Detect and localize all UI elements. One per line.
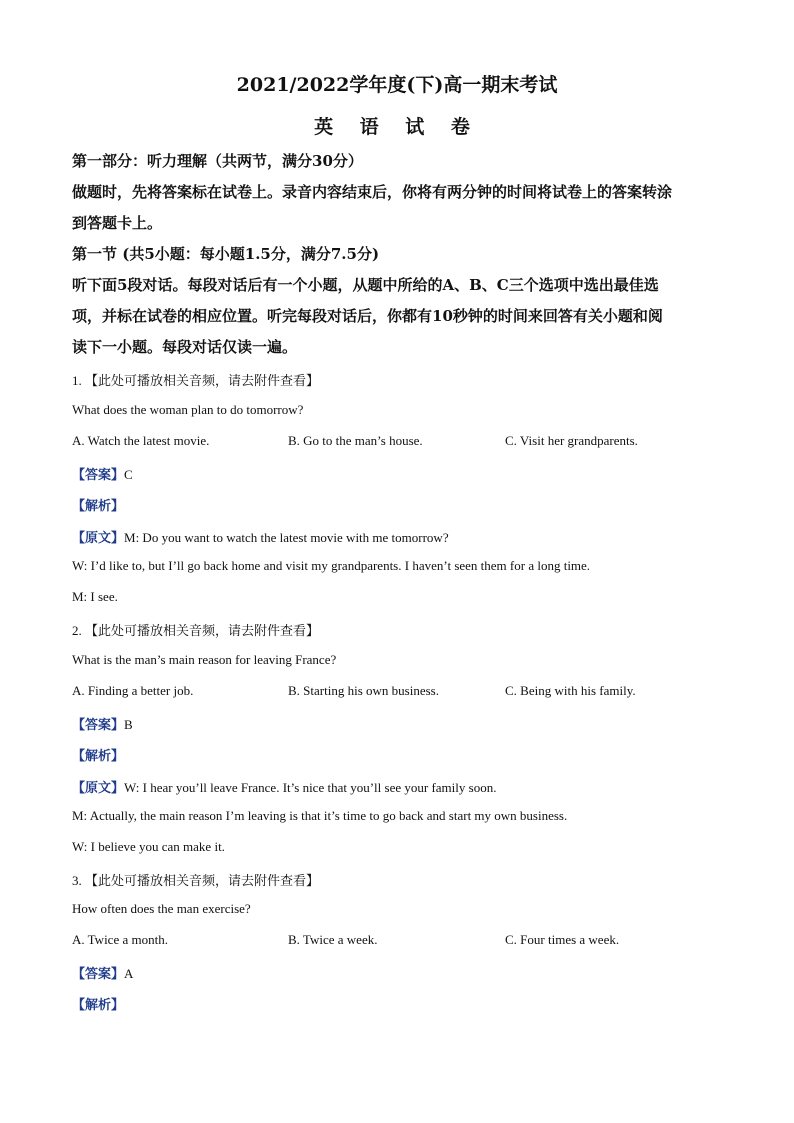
q1-header: [72, 370, 319, 389]
answer-label: 【答案】: [72, 967, 125, 982]
q1-option-b: B. Go to the man’s house.: [288, 433, 423, 448]
part1-instruction-line1: 做题时，先将答案标在试卷上。录音内容结束后，你将有两分钟的时间将试卷上的答案转涂: [72, 183, 673, 201]
q1-number: 1.: [72, 373, 82, 388]
section1-instruction-line3: 读下一小题。每段对话仅读一遍。: [72, 338, 298, 356]
q1-option-a: A. Watch the latest movie.: [72, 433, 210, 448]
q3-audio-link[interactable]: 【此处可播放相关音频，请去附件查看】: [85, 874, 320, 889]
q1-answer-row: [72, 464, 133, 483]
q2-option-b: B. Starting his own business.: [288, 683, 439, 698]
q3-question: How often does the man exercise?: [72, 901, 251, 916]
analysis-label: 【解析】: [72, 749, 125, 764]
q3-option-c: C. Four times a week.: [505, 932, 620, 947]
q1-question: What does the woman plan to do tomorrow?: [72, 402, 304, 417]
q3-header: [72, 870, 319, 889]
exam-title: 2021/2022学年度(下)高一期末考试: [236, 74, 558, 96]
q2-audio-link[interactable]: 【此处可播放相关音频，请去附件查看】: [85, 624, 320, 639]
q1-option-c: C. Visit her grandparents.: [505, 433, 638, 448]
exam-subtitle: 英 语 试 卷: [314, 116, 480, 138]
q2-analysis-row: [72, 745, 124, 764]
section1-instruction-line2: 项，并标在试卷的相应位置。听完每段对话后，你都有10秒钟的时间来回答有关小题和阅: [72, 307, 663, 325]
q2-option-a: A. Finding a better job.: [72, 683, 194, 698]
analysis-label: 【解析】: [72, 499, 125, 514]
q2-script-line1: W: I hear you’ll leave France. It’s nice that you’ll see your family soon.: [124, 780, 497, 795]
section1-instruction-line1: 听下面5段对话。每段对话后有一个小题，从题中所给的A、B、C三个选项中选出最佳选: [72, 276, 659, 294]
q2-option-c: C. Being with his family.: [505, 683, 636, 698]
q2-answer-row: [72, 714, 133, 733]
answer-label: 【答案】: [72, 718, 125, 733]
q2-script-line2: M: Actually, the main reason I’m leaving is that it’s time to go back and start my own business.: [72, 808, 568, 823]
q2-script-line3: W: I believe you can make it.: [72, 839, 225, 854]
q1-analysis-row: [72, 495, 124, 514]
section1-heading: 第一节 (共5小题：每小题1.5分，满分7.5分): [72, 245, 380, 263]
q3-number: 3.: [72, 873, 82, 888]
analysis-label: 【解析】: [72, 998, 125, 1013]
q1-script-row: [72, 527, 449, 546]
q2-script-row: [72, 777, 496, 796]
q3-answer-row: [72, 963, 133, 982]
q2-header: [72, 620, 319, 639]
part1-instruction-line2: 到答题卡上。: [72, 214, 163, 232]
script-label: 【原文】: [72, 531, 125, 546]
q2-question: What is the man’s main reason for leaving France?: [72, 652, 337, 667]
answer-label: 【答案】: [72, 468, 125, 483]
q2-answer: B: [124, 717, 133, 732]
q1-script-line3: M: I see.: [72, 589, 118, 604]
q1-answer: C: [124, 467, 133, 482]
q1-audio-link[interactable]: 【此处可播放相关音频，请去附件查看】: [85, 374, 320, 389]
q1-script-line1: M: Do you want to watch the latest movie with me tomorrow?: [124, 530, 449, 545]
q3-answer: A: [124, 966, 134, 981]
q3-analysis-row: [72, 994, 124, 1013]
script-label: 【原文】: [72, 781, 125, 796]
q3-option-a: A. Twice a month.: [72, 932, 168, 947]
q3-option-b: B. Twice a week.: [288, 932, 378, 947]
q2-number: 2.: [72, 623, 82, 638]
q1-script-line2: W: I’d like to, but I’ll go back home and visit my grandparents. I haven’t seen them for a long time.: [72, 558, 591, 573]
part1-heading: 第一部分：听力理解（共两节，满分30分）: [72, 152, 363, 170]
